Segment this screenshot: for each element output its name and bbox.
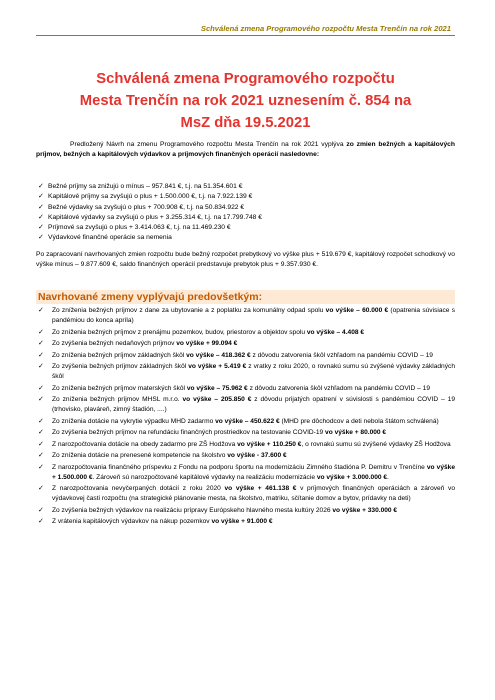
- change-item: [38, 440, 455, 450]
- change-item-text: [52, 328, 455, 338]
- list-item-text: Výdavkové finančné operácie sa nemenia: [48, 234, 172, 242]
- checkmark-icon: ✓: [38, 224, 44, 232]
- change-item-text: [52, 339, 455, 349]
- summary-list: [38, 182, 451, 244]
- list-item: [38, 192, 451, 202]
- checkmark-icon: ✓: [38, 518, 44, 526]
- item-text: Zo zvýšenia bežných výdavkov na realizáciu prípravy Európskeho hlavného mesta kultúry 2026: [52, 506, 333, 514]
- checkmark-icon: ✓: [38, 307, 44, 314]
- intro-bold-text: zo zmien bežných a kapitálových príjmov, bežných a kapitálových výdavkov a príjmových finančných operácií nasledovne:: [36, 141, 455, 158]
- item-text: Zo zvýšenia bežných príjmov základných škôl: [52, 363, 189, 371]
- checkmark-icon: ✓: [38, 429, 44, 437]
- item-text: Zo zníženia bežných príjmov materských škôl: [52, 384, 187, 392]
- change-item: [38, 428, 455, 438]
- amount-text: vo výške – 60.000 €: [325, 307, 389, 314]
- amount-text: vo výške + 1.500.000 €: [52, 463, 455, 481]
- amount-text: vo výške – 75.962 €: [186, 384, 248, 392]
- checkmark-icon: ✓: [38, 396, 44, 404]
- change-item-text: [52, 506, 455, 516]
- change-item-text: [52, 517, 455, 527]
- list-item-text: Príjmové sa zvyšujú o plus + 3.414.063 €, t.j. na 11.469.230 €: [48, 224, 231, 232]
- item-text: z vratky z roku 2020, o rovnakú sumu sú zvýšené výdavky základných škôl: [52, 363, 455, 381]
- checkmark-icon: ✓: [38, 440, 44, 448]
- running-header: Schválená zmena Programového rozpočtu Mesta Trenčín na rok 2021: [200, 24, 451, 33]
- checkmark-icon: ✓: [38, 183, 44, 190]
- change-item: [38, 328, 455, 338]
- amount-text: vo výške + 91.000 €: [211, 518, 273, 526]
- amount-text: vo výške + 99.094 €: [176, 340, 238, 348]
- list-item-text: Bežné príjmy sa znižujú o mínus – 957.841 €, t.j. na 51.354.601 €: [48, 183, 243, 190]
- amount-text: vo výške - 37.600 €: [227, 452, 287, 460]
- amount-text: vo výške + 330.000 €: [332, 506, 398, 514]
- item-text: .: [387, 473, 389, 481]
- checkmark-icon: ✓: [38, 213, 44, 221]
- change-item-text: [52, 362, 455, 382]
- list-item-text: Kapitálové príjmy sa zvyšujú o plus + 1.500.000 €, t.j. na 7.922.139 €: [48, 193, 253, 201]
- change-item: [38, 506, 455, 516]
- checkmark-icon: ✓: [38, 203, 44, 211]
- amount-text: vo výške – 205.850 €: [182, 396, 252, 404]
- item-text: Zo zvýšenia bežných nedaňových príjmov: [52, 340, 177, 348]
- change-item-text: [52, 451, 455, 461]
- checkmark-icon: ✓: [38, 485, 44, 493]
- amount-text: vo výške + 110.250 €: [237, 440, 302, 448]
- title-line-3: MsZ dňa 19.5.2021: [180, 115, 311, 131]
- list-item-text: Bežné výdavky sa zvyšujú o plus + 700.908 €, t.j. na 50.834.922 €: [48, 203, 245, 211]
- checkmark-icon: ✓: [38, 351, 44, 359]
- change-item-text: [52, 351, 455, 361]
- item-text: (opatrenia súvisiace s pandémiou do konca apríla): [52, 307, 455, 325]
- checkmark-icon: ✓: [38, 193, 44, 201]
- change-item: [38, 362, 455, 382]
- item-text: z dôvodu prijatých opatrení v súvislosti s pandémiou COVID – 19 (trhovisko, plaváreň, zimný štadión, ....): [52, 396, 455, 414]
- list-item: [38, 182, 451, 192]
- amount-text: vo výške + 5.419 €: [188, 363, 247, 371]
- item-text: Zo zníženia dotácie na prenesené kompetencie na školstvo: [52, 452, 228, 460]
- item-text: Zo zníženia bežných príjmov MHSL m.r.o.: [52, 396, 183, 404]
- amount-text: vo výške – 450.622 €: [215, 417, 280, 425]
- amount-text: vo výške + 3.000.000 €: [316, 473, 388, 481]
- header-rule: [36, 35, 455, 36]
- item-text: Zo zníženia bežných príjmov základných škôl: [52, 351, 187, 359]
- change-item: [38, 339, 455, 349]
- section-heading: Navrhované zmeny vyplývajú predovšetkým:: [36, 290, 455, 304]
- amount-text: vo výške – 418.362 €: [186, 351, 251, 359]
- item-text: Z narozpočtovania dotácie na obedy zadarmo pre ZŠ Hodžova: [52, 440, 238, 448]
- item-text: Zo zníženia bežných príjmov z dane za ubytovanie a z poplatku za komunálny odpad spolu: [52, 307, 326, 314]
- list-item-text: Kapitálové výdavky sa zvyšujú o plus + 3.255.314 €, t.j. na 17.799.748 €: [48, 213, 262, 221]
- checkmark-icon: ✓: [38, 328, 44, 336]
- item-text: Zo zníženia dotácie na vykrytie výpadku MHD zadarmo: [52, 417, 216, 425]
- checkmark-icon: ✓: [38, 340, 44, 348]
- checkmark-icon: ✓: [38, 234, 44, 242]
- list-item: [38, 233, 451, 243]
- change-item-text: [52, 417, 455, 427]
- item-text: . Zároveň sú narozpočtované kapitálové výdavky na realizáciu modernizácie: [92, 473, 317, 481]
- change-item: [38, 384, 455, 394]
- change-item: [38, 306, 455, 326]
- document-title: [36, 68, 455, 134]
- checkmark-icon: ✓: [38, 463, 44, 471]
- change-item: [38, 417, 455, 427]
- item-text: Zo zvýšenia bežných príjmov na refundáciu finančných prostriedkov na testovanie COVID-19: [52, 429, 326, 437]
- checkmark-icon: ✓: [38, 417, 44, 425]
- changes-list: [38, 306, 455, 529]
- budget-result-paragraph: Po zapracovaní navrhovaných zmien rozpočtu bude bežný rozpočet prebytkový vo výške plus + 519.679 €, kapitálový rozpočet schodkový vo výške mínus – 9.877.609 €, saldo finančných operácií predstavuje prebytok plus + 9.357.930 €.: [36, 251, 455, 268]
- item-text: Zo zníženia bežných príjmov z prenájmu pozemkov, budov, priestorov a objektov spolu: [52, 328, 307, 336]
- change-item-text: [52, 428, 455, 438]
- change-item: [38, 484, 455, 504]
- item-text: v príjmových finančných operáciách a zároveň vo výdavkovej časti rozpočtu (na strategické plánovanie mesta, na školstvo, matriku, sčítanie domov a bytov, prídavky na deti): [52, 485, 455, 503]
- checkmark-icon: ✓: [38, 363, 44, 371]
- item-text: (MHD pre dôchodcov a deti nebola štátom schválená): [279, 417, 439, 425]
- change-item-text: [52, 384, 455, 394]
- item-text: z dôvodu zatvorenia škôl vzhľadom na pandémiu COVID – 19: [250, 351, 433, 359]
- item-text: Z narozpočtovania nevyčerpaných dotácií z roku 2020: [52, 485, 225, 493]
- item-text: , o rovnakú sumu sú zvýšené výdavky ZŠ Hodžova: [301, 440, 451, 448]
- intro-text: Predložený Návrh na zmenu Programového rozpočtu Mesta Trenčín na rok 2021 vyplýva: [70, 141, 344, 148]
- change-item-text: [52, 463, 455, 483]
- title-line-1: Schválená zmena Programového rozpočtu: [96, 71, 395, 87]
- list-item: [38, 213, 451, 223]
- change-item-text: [52, 306, 455, 326]
- amount-text: vo výške + 461.138 €: [224, 485, 297, 493]
- item-text: Z vrátenia kapitálových výdavkov na nákup pozemkov: [52, 518, 212, 526]
- list-item: [38, 203, 451, 213]
- item-text: z dôvodu zatvorenia škôl vzhľadom na pandémiu COVID – 19: [247, 384, 430, 392]
- intro-paragraph: [36, 140, 455, 160]
- change-item: [38, 451, 455, 461]
- checkmark-icon: ✓: [38, 506, 44, 514]
- change-item-text: [52, 440, 455, 450]
- amount-text: vo výške + 80.000 €: [325, 429, 387, 437]
- item-text: Z narozpočtovania finančného príspevku z Fondu na podporu športu na modernizáciu Zimného štadióna P. Demitru v Trenčíne: [52, 463, 427, 471]
- change-item: [38, 463, 455, 483]
- change-item-text: [52, 395, 455, 415]
- checkmark-icon: ✓: [38, 452, 44, 460]
- change-item-text: [52, 484, 455, 504]
- title-line-2: Mesta Trenčín na rok 2021 uznesením č. 854 na: [79, 93, 412, 109]
- checkmark-icon: ✓: [38, 384, 44, 392]
- amount-text: vo výške – 4.408 €: [306, 328, 365, 336]
- list-item: [38, 223, 451, 233]
- change-item: [38, 351, 455, 361]
- change-item: [38, 395, 455, 415]
- change-item: [38, 517, 455, 527]
